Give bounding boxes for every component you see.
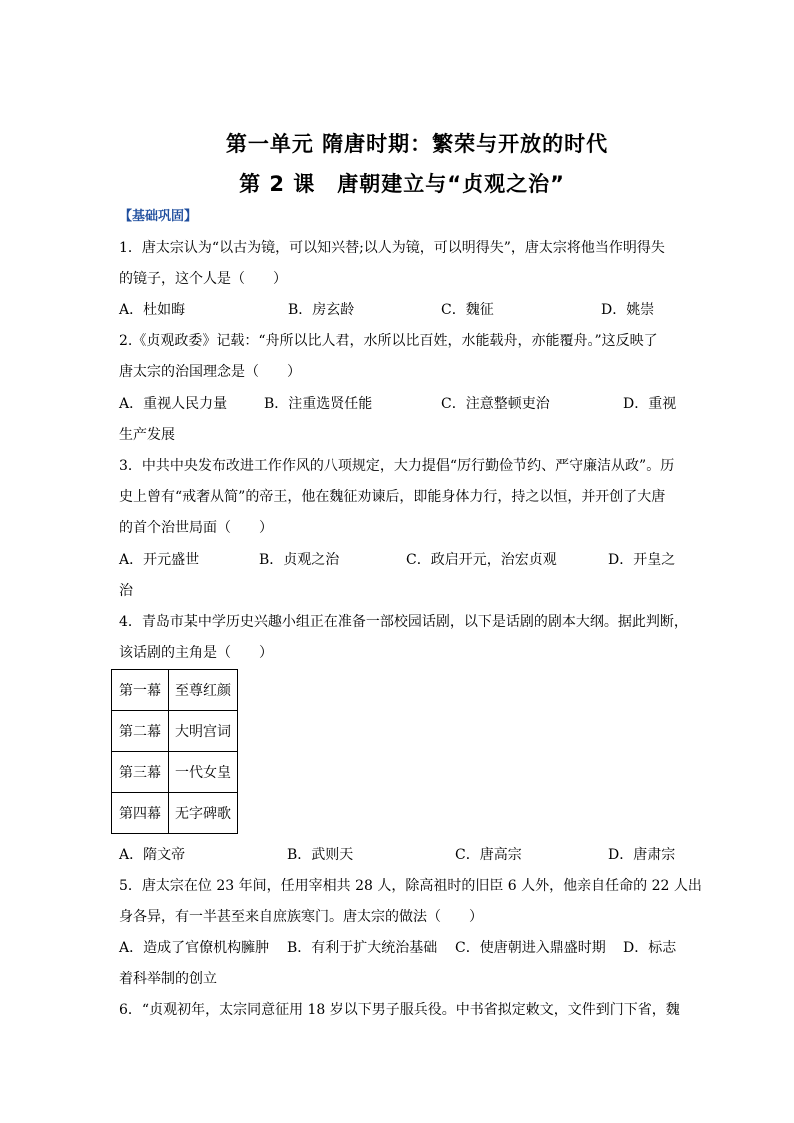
unit-title: 第一单元 隋唐时期：繁荣与开放的时代 [225, 132, 609, 156]
q4-option-d: D．唐肃宗 [608, 847, 676, 863]
q4-option-b: B．武则天 [287, 847, 354, 863]
q2-line2: 唐太宗的治国理念是（ ） [119, 364, 301, 380]
q3-line3: 的首个治世局面（ ） [119, 520, 273, 536]
act-title: 至尊红颜 [169, 670, 238, 711]
q5-option-b: B．有利于扩大统治基础 [287, 940, 438, 956]
play-outline-table [111, 669, 238, 834]
table-row [112, 711, 238, 752]
q5-line1: 5．唐太宗在位 23 年间，任用宰相共 28 人，除高祖时的旧臣 6 人外，他亲自任命的 22 人出 [119, 878, 702, 894]
section-label: 【基础巩固】 [119, 209, 198, 224]
q1-line2: 的镜子，这个人是（ ） [119, 271, 287, 287]
act-title: 一代女皇 [169, 752, 238, 793]
q2-option-c: C．注意整顿吏治 [441, 396, 550, 412]
q2-line1: 2.《贞观政委》记载：“舟所以比人君，水所以比百姓，水能载舟，亦能覆舟。”这反映了 [119, 333, 658, 349]
act-name: 第二幕 [112, 711, 169, 752]
q5-line2: 身各异，有一半甚至来自庶族寒门。唐太宗的做法（ ） [119, 909, 483, 925]
act-title: 大明宫词 [169, 711, 238, 752]
q3-option-c: C．政启开元，治宏贞观 [406, 552, 557, 568]
q5-option-a: A．造成了官僚机构臃肿 [119, 940, 270, 956]
q2-option-d: D．重视 [623, 396, 677, 412]
table-row [112, 670, 238, 711]
q1-option-c: C．魏征 [441, 302, 494, 318]
q5-option-c: C．使唐朝进入鼎盛时期 [455, 940, 606, 956]
act-name: 第三幕 [112, 752, 169, 793]
act-title: 无字碑歌 [169, 793, 238, 834]
q1-option-b: B．房玄龄 [288, 302, 355, 318]
q3-line1: 3．中共中央发布改进工作作风的八项规定，大力提倡“厉行勤俭节约、严守廉洁从政”。历 [119, 458, 675, 474]
table-row [112, 793, 238, 834]
q1-option-d: D．姚崇 [601, 302, 655, 318]
q5-line3: 着科举制的创立 [119, 971, 217, 987]
q4-option-c: C．唐高宗 [455, 847, 522, 863]
q2-line3: 生产发展 [119, 427, 175, 443]
q4-line1: 4．青岛市某中学历史兴趣小组正在准备一部校园话剧，以下是话剧的剧本大纲。据此判断， [119, 614, 688, 630]
q1-option-a: A．杜如晦 [119, 302, 186, 318]
q3-option-a: A．开元盛世 [119, 552, 200, 568]
q5-option-d: D．标志 [623, 940, 677, 956]
q2-option-b: B．注重选贤任能 [264, 396, 373, 412]
lesson-title: 第 2 课 唐朝建立与“贞观之治” [239, 172, 565, 196]
q3-line2: 史上曾有“戒奢从简”的帝王，他在魏征劝谏后，即能身体力行，持之以恒，并开创了大唐 [119, 489, 666, 505]
q2-option-a: A．重视人民力量 [119, 396, 228, 412]
act-name: 第四幕 [112, 793, 169, 834]
q3-line4: 治 [119, 583, 133, 599]
table-row [112, 752, 238, 793]
q1-line1: 1．唐太宗认为“以古为镜，可以知兴替;以人为镜，可以明得失”，唐太宗将他当作明得失 [119, 240, 665, 256]
q4-option-a: A．隋文帝 [119, 847, 186, 863]
q3-option-b: B．贞观之治 [259, 552, 340, 568]
q4-line2: 该话剧的主角是（ ） [119, 645, 273, 661]
q6-line1: 6．“贞观初年，太宗同意征用 18 岁以下男子服兵役。中书省拟定敕文，文件到门下省，魏 [119, 1002, 680, 1018]
act-name: 第一幕 [112, 670, 169, 711]
q3-option-d: D．开皇之 [608, 552, 676, 568]
